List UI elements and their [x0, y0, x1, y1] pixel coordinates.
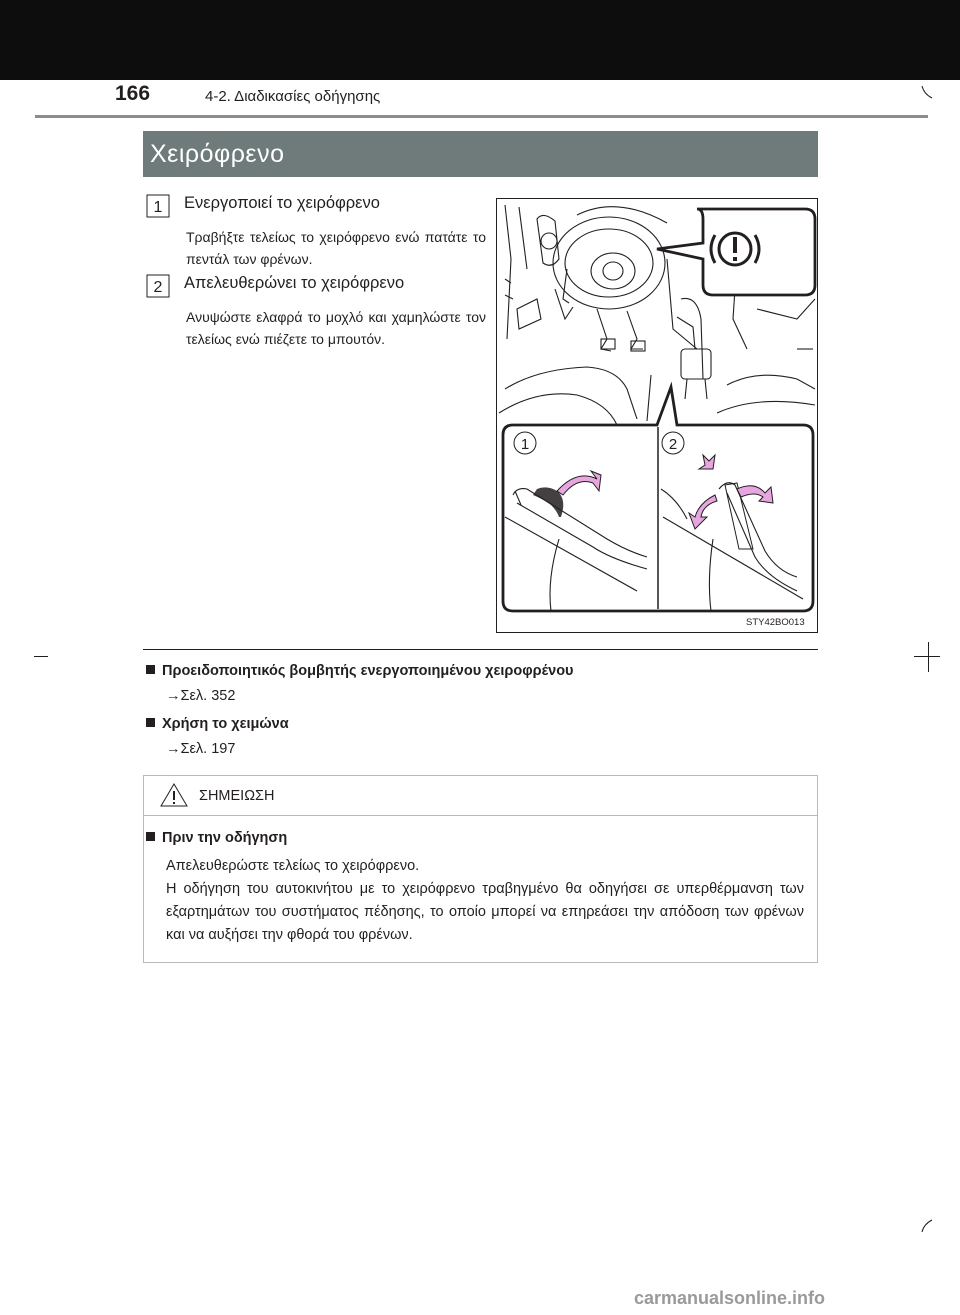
- crop-mark: [928, 642, 929, 672]
- header-rule: [35, 115, 928, 118]
- bullet-square-icon: [146, 665, 155, 674]
- notice-body: [166, 855, 804, 947]
- breadcrumb: 4-2. Διαδικασίες οδήγησης: [205, 88, 381, 105]
- step-2: [146, 274, 486, 354]
- car-interior-drawing: [497, 199, 819, 634]
- step-number-badge-2: [146, 274, 170, 298]
- notice-subtitle: Πριν την οδήγηση: [146, 830, 287, 846]
- section-divider: [143, 649, 818, 650]
- step-number-badge-1: [146, 194, 170, 218]
- bullet-square-icon: [146, 832, 155, 841]
- step-1: [146, 194, 486, 274]
- crop-mark: [918, 84, 938, 100]
- figure-code: STY42BO013: [746, 617, 805, 628]
- step-2-text: Ανυψώστε ελαφρά το μοχλό και χαμηλώστε τον τελείως ενώ πιέζετε το μπουτόν.: [186, 309, 486, 347]
- svg-text:1: 1: [520, 436, 530, 453]
- crop-mark: [914, 656, 940, 657]
- svg-text:1: 1: [153, 199, 163, 216]
- crop-mark: [918, 1218, 938, 1234]
- parking-brake-illustration: [496, 198, 818, 633]
- warning-triangle-icon: [160, 782, 188, 808]
- note-ref-winter[interactable]: →Σελ. 197: [166, 741, 236, 757]
- notice-header-rule: [143, 815, 818, 816]
- notice-line-1: Απελευθερώστε τελείως το χειρόφρενο.: [166, 858, 420, 874]
- svg-text:2: 2: [668, 436, 678, 453]
- callout-1: [514, 432, 536, 454]
- bullet-square-icon: [146, 718, 155, 727]
- note-heading-buzzer: Προειδοποιητικός βομβητής ενεργοποιημένου χειροφρένου: [146, 663, 574, 679]
- callout-2: [662, 432, 684, 454]
- crop-mark: [34, 656, 48, 657]
- top-black-band: [0, 0, 960, 80]
- note-heading-winter: Χρήση το χειμώνα: [146, 716, 289, 732]
- page-number: 166: [115, 82, 151, 105]
- step-1-text: Τραβήξτε τελείως το χειρόφρενο ενώ πατάτε το πεντάλ των φρένων.: [186, 229, 486, 267]
- step-1-title: Ενεργοποιεί το χειρόφρενο: [184, 194, 380, 212]
- step-2-title: Απελευθερώνει το χειρόφρενο: [184, 274, 405, 292]
- note-ref-buzzer[interactable]: →Σελ. 352: [166, 688, 236, 704]
- svg-text:2: 2: [153, 279, 163, 296]
- notice-label: ΣΗΜΕΙΩΣΗ: [199, 788, 275, 804]
- notice-line-2: Η οδήγηση του αυτοκινήτου με το χειρόφρενο τραβηγμένο θα οδηγήσει σε υπερθέρμανση των εξαρτημάτων του συστήματος πέδησης, το οποίο μπορεί να επηρεάσει την απόδοση των φρένων και να αυξήσει την φθορά του φρένων.: [166, 881, 804, 943]
- watermark: carmanualsonline.info: [634, 1288, 826, 1308]
- section-title: Χειρόφρενο: [150, 140, 285, 168]
